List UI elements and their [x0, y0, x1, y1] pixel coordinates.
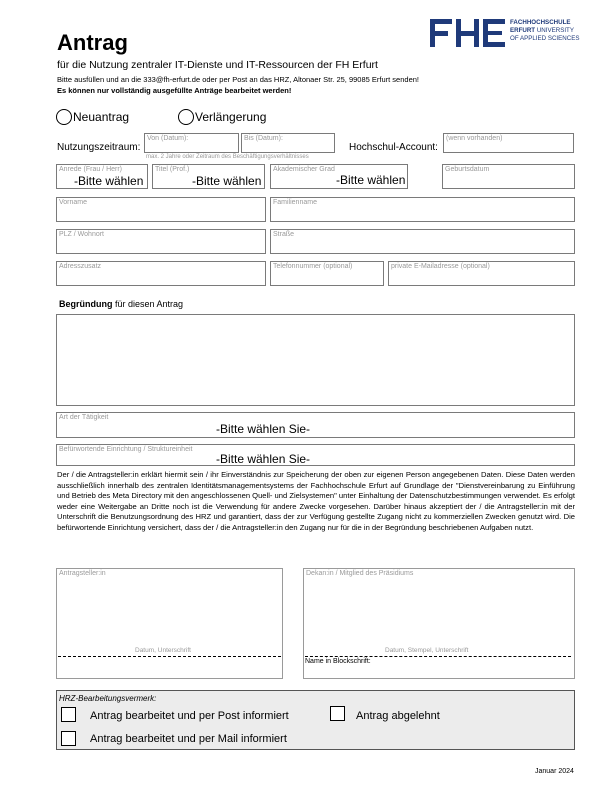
- period-note: max. 2 Jahre oder Zeitraum des Beschäftigungsverhältnisses: [146, 154, 309, 160]
- fhe-logo-mark-icon: [430, 19, 506, 47]
- unit-select[interactable]: Befürwortende Einrichtung / Struktureinheit -Bitte wählen Sie-: [56, 444, 575, 466]
- radio-neuantrag-label: Neuantrag: [73, 110, 130, 124]
- instruction-text: Bitte ausfüllen und an die 333@fh-erfurt.de oder per Post an das HRZ, Altonaer Str. 25, 99085 Erfurt senden!: [57, 75, 419, 84]
- checkbox-post-informed-label: Antrag bearbeitet und per Post informiert: [90, 710, 289, 722]
- radio-verlaengerung[interactable]: [178, 109, 194, 125]
- address-extra-field[interactable]: Adresszusatz: [56, 261, 266, 286]
- dean-signature-caption: Datum, Stempel, Unterschrift: [385, 647, 469, 654]
- zip-city-field[interactable]: PLZ / Wohnort: [56, 229, 266, 254]
- radio-verlaengerung-label: Verlängerung: [195, 110, 267, 124]
- birthdate-field[interactable]: Geburtsdatum: [442, 164, 575, 189]
- applicant-signature-line: [58, 656, 281, 657]
- activity-type-select[interactable]: Art der Tätigkeit -Bitte wählen Sie-: [56, 412, 575, 438]
- academic-degree-select[interactable]: Akademischer Grad -Bitte wählen: [270, 164, 408, 189]
- phone-field[interactable]: Telefonnummer (optional): [270, 261, 384, 286]
- checkbox-mail-informed-label: Antrag bearbeitet und per Mail informiert: [90, 733, 287, 745]
- subtitle: für die Nutzung zentraler IT-Dienste und IT-Ressourcen der FH Erfurt: [57, 59, 378, 71]
- footer-date: Januar 2024: [535, 768, 574, 775]
- radio-neuantrag[interactable]: [56, 109, 72, 125]
- name-block-label: Name in Blockschrift:: [305, 658, 371, 665]
- dean-signature-box[interactable]: Dekan:in / Mitglied des Präsidiums: [303, 568, 575, 679]
- salutation-select[interactable]: Anrede (Frau / Herr) -Bitte wählen: [56, 164, 148, 189]
- period-from-field[interactable]: Von (Datum):: [144, 133, 239, 153]
- warning-text: Es können nur vollständig ausgefüllte Anträge bearbeitet werden!: [57, 86, 292, 95]
- page-title: Antrag: [57, 30, 128, 55]
- fhe-logo: [430, 19, 580, 49]
- account-label: Hochschul-Account:: [349, 142, 438, 153]
- logo-line-1: FACHHOCHSCHULE: [510, 19, 571, 26]
- consent-text: Der / die Antragsteller:in erklärt hiermit sein / ihr Einverständnis zur Speicherung der oben zur eigenen Person angegebenen Daten. Diese Daten werden ausschließlich innerhalb des zentralen Identitätsmanagementsystems der Fachhochschule Erfurt auf Grundlage der "Dienstvereinbarung zu Einführung und Betrieb des Meta Directory mit den angeschlossenen Quell- und Zielsystemen" unter Einhaltung der Datenschutzbestimmungen verwendet. Es erfolgt weder eine Weitergabe an Dritte noch ist die Verwendung für andere Zwecke vorgesehen. Darüber hinaus akzeptiert der / die Antragsteller:in mit der Unterschrift die Benutzungsordnung des HRZ und garantiert, dass der zur Verfügung gestellte Zugang nicht zu kommerziellen Zwecken genutzt wird. Die befürwortende Einrichtung versichert, dass der / die Antragsteller:in den Zugang nur für die in der Begründung beschriebenen Aufgaben nutzt.: [57, 470, 575, 532]
- checkbox-post-informed[interactable]: [61, 707, 76, 722]
- title-select[interactable]: Titel (Prof.) -Bitte wählen: [152, 164, 265, 189]
- checkbox-rejected[interactable]: [330, 706, 345, 721]
- applicant-signature-caption: Datum, Unterschrift: [135, 647, 191, 654]
- logo-line-2: ERFURT UNIVERSITY: [510, 27, 574, 34]
- lastname-field[interactable]: Familienname: [270, 197, 575, 222]
- reason-label: Begründung für diesen Antrag: [59, 299, 184, 309]
- checkbox-mail-informed[interactable]: [61, 731, 76, 746]
- firstname-field[interactable]: Vorname: [56, 197, 266, 222]
- logo-line-3: OF APPLIED SCIENCES: [510, 35, 580, 42]
- reason-textarea[interactable]: [56, 314, 575, 406]
- dean-signature-line: [305, 656, 571, 657]
- street-field[interactable]: Straße: [270, 229, 575, 254]
- applicant-signature-box[interactable]: Antragsteller:in: [56, 568, 283, 679]
- account-field[interactable]: (wenn vorhanden): [443, 133, 574, 153]
- checkbox-rejected-label: Antrag abgelehnt: [356, 710, 440, 722]
- hrz-title: HRZ-Bearbeitungsvermerk:: [59, 694, 157, 703]
- period-label: Nutzungszeitraum:: [57, 142, 141, 153]
- period-to-field[interactable]: Bis (Datum):: [241, 133, 335, 153]
- email-field[interactable]: private E-Mailadresse (optional): [388, 261, 575, 286]
